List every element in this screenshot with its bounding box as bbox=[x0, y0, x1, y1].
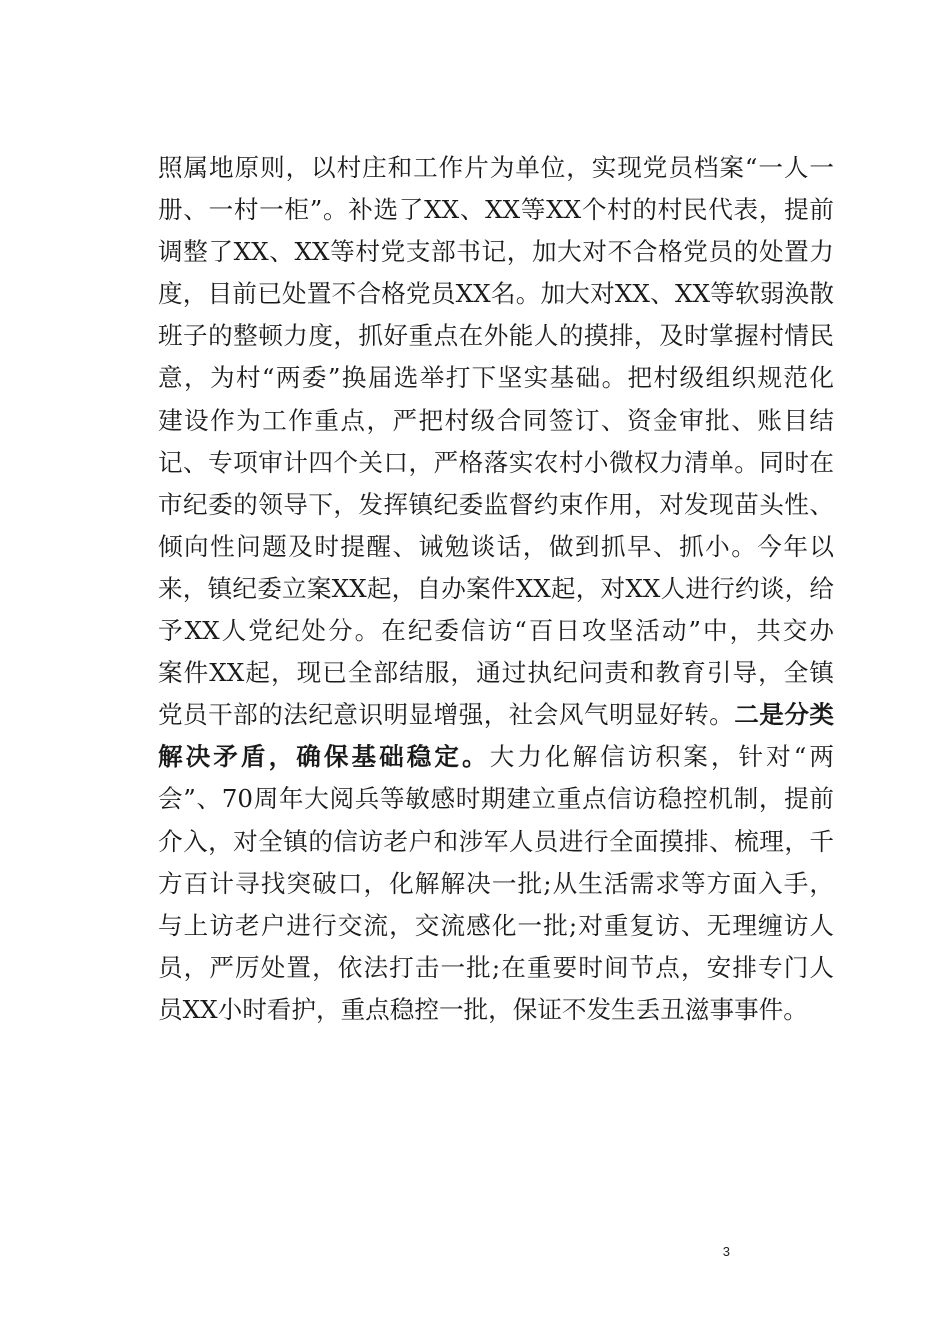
text-line-3: 调整了XX、XX等村党支部书记，加大对不合格党员的处置力 bbox=[158, 237, 834, 267]
text-line-14 bbox=[158, 694, 834, 736]
text-line-18: 方百计寻找突破口，化解解决一批;从生活需求等方面入手， bbox=[158, 868, 834, 898]
text-line-19: 与上访老户进行交流，交流感化一批;对重复访、无理缠访人 bbox=[158, 910, 834, 940]
text-line-13: 案件XX起，现已全部结服，通过执纪问责和教育引导，全镇 bbox=[158, 658, 834, 688]
body-paragraph bbox=[158, 147, 834, 1031]
text-line-20: 员，严厉处置，依法打击一批;在重要时间节点，安排专门人 bbox=[158, 952, 834, 982]
text-line-7: 建设作为工作重点，严把村级合同签订、资金审批、账目结 bbox=[158, 405, 834, 435]
text-line-15-normal: 大力化解信访积案，针对“两 bbox=[489, 742, 834, 772]
page-number: 3 bbox=[722, 1244, 730, 1259]
text-line-15-bold: 解决矛盾，确保基础稳定。 bbox=[158, 742, 490, 772]
text-line-14-bold: 二是分类 bbox=[734, 700, 834, 730]
text-line-17: 介入，对全镇的信访老户和涉军人员进行全面摸排、梳理，千 bbox=[158, 826, 834, 856]
text-line-14-normal: 党员干部的法纪意识明显增强，社会风气明显好转。 bbox=[158, 700, 735, 730]
text-line-5: 班子的整顿力度，抓好重点在外能人的摸排，及时掌握村情民 bbox=[158, 321, 834, 351]
text-line-6: 意，为村“两委”换届选举打下坚实基础。把村级组织规范化 bbox=[158, 363, 834, 393]
text-line-9: 市纪委的领导下，发挥镇纪委监督约束作用，对发现苗头性、 bbox=[158, 489, 834, 519]
text-line-16: 会”、70周年大阅兵等敏感时期建立重点信访稳控机制，提前 bbox=[158, 784, 834, 814]
text-line-15 bbox=[158, 736, 834, 778]
text-line-4: 度，目前已处置不合格党员XX名。加大对XX、XX等软弱涣散 bbox=[158, 279, 834, 309]
text-line-10: 倾向性问题及时提醒、诫勉谈话，做到抓早、抓小。今年以 bbox=[158, 531, 834, 561]
text-line-12: 予XX人党纪处分。在纪委信访“百日攻坚活动”中，共交办 bbox=[158, 616, 834, 646]
text-line-11: 来，镇纪委立案XX起，自办案件XX起，对XX人进行约谈，给 bbox=[158, 573, 834, 603]
text-line-8: 记、专项审计四个关口，严格落实农村小微权力清单。同时在 bbox=[158, 447, 834, 477]
text-line-21: 员XX小时看护，重点稳控一批，保证不发生丢丑滋事事件。 bbox=[158, 994, 808, 1024]
text-line-1: 照属地原则，以村庄和工作片为单位，实现党员档案“一人一 bbox=[158, 153, 834, 182]
text-line-2: 册、一村一柜”。补选了XX、XX等XX个村的村民代表，提前 bbox=[158, 195, 834, 225]
